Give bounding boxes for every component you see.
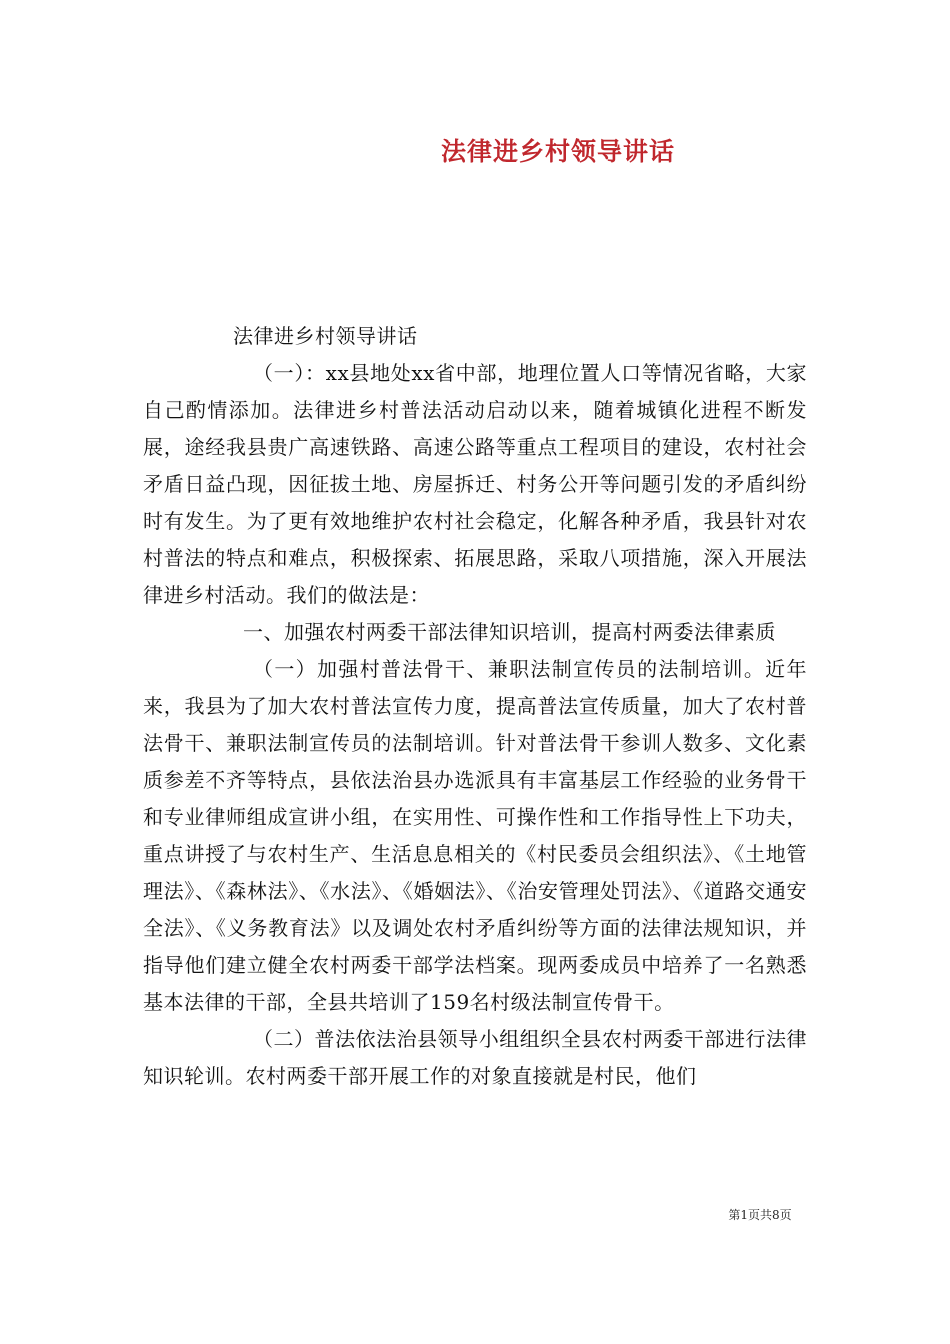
paragraph-intro: （一）：xx县地处xx省中部，地理位置人口等情况省略，大家自己酌情添加。法律进乡村普法活动启动以来，随着城镇化进程不断发展，途经我县贵广高速铁路、高速公路等重点工程项目的建设，农村社会矛盾日益凸现，因征拔土地、房屋拆迁、村务公开等问题引发的矛盾纠纷时有发生。为了更有效地维护农村社会稳定，化解各种矛盾，我县针对农村普法的特点和难点，积极探索、拓展思路，采取八项措施，深入开展法律进乡村活动。我们的做法是： <box>143 361 807 607</box>
document-body <box>143 318 807 1095</box>
paragraph-rotation-training: （二）普法依法治县领导小组组织全县农村两委干部进行法律知识轮训。农村两委干部开展工作的对象直接就是村民，他们 <box>143 1027 807 1088</box>
paragraph-training: （一）加强村普法骨干、兼职法制宣传员的法制培训。近年来，我县为了加大农村普法宣传力度，提高普法宣传质量，加大了农村普法骨干、兼职法制宣传员的法制培训。针对普法骨干参训人数多、文化素质参差不齐等特点，县依法治县办选派具有丰富基层工作经验的业务骨干和专业律师组成宣讲小组，在实用性、可操作性和工作指导性上下功夫，重点讲授了与农村生产、生活息息相关的《村民委员会组织法》、《土地管理法》、《森林法》、《水法》、《婚姻法》、《治安管理处罚法》、《道路交通安全法》、《义务教育法》以及调处农村矛盾纠纷等方面的法律法规知识，并指导他们建立健全农村两委干部学法档案。现两委成员中培养了一名熟悉基本法律的干部，全县共培训了159名村级法制宣传骨干。 <box>143 657 807 1014</box>
page-number: 第1页共8页 <box>728 1208 792 1222</box>
section-heading: 一、加强农村两委干部法律知识培训，提高村两委法律素质 <box>243 620 776 644</box>
document-subtitle: 法律进乡村领导讲话 <box>233 324 418 348</box>
page-title: 法律进乡村领导讲话 <box>440 137 675 166</box>
